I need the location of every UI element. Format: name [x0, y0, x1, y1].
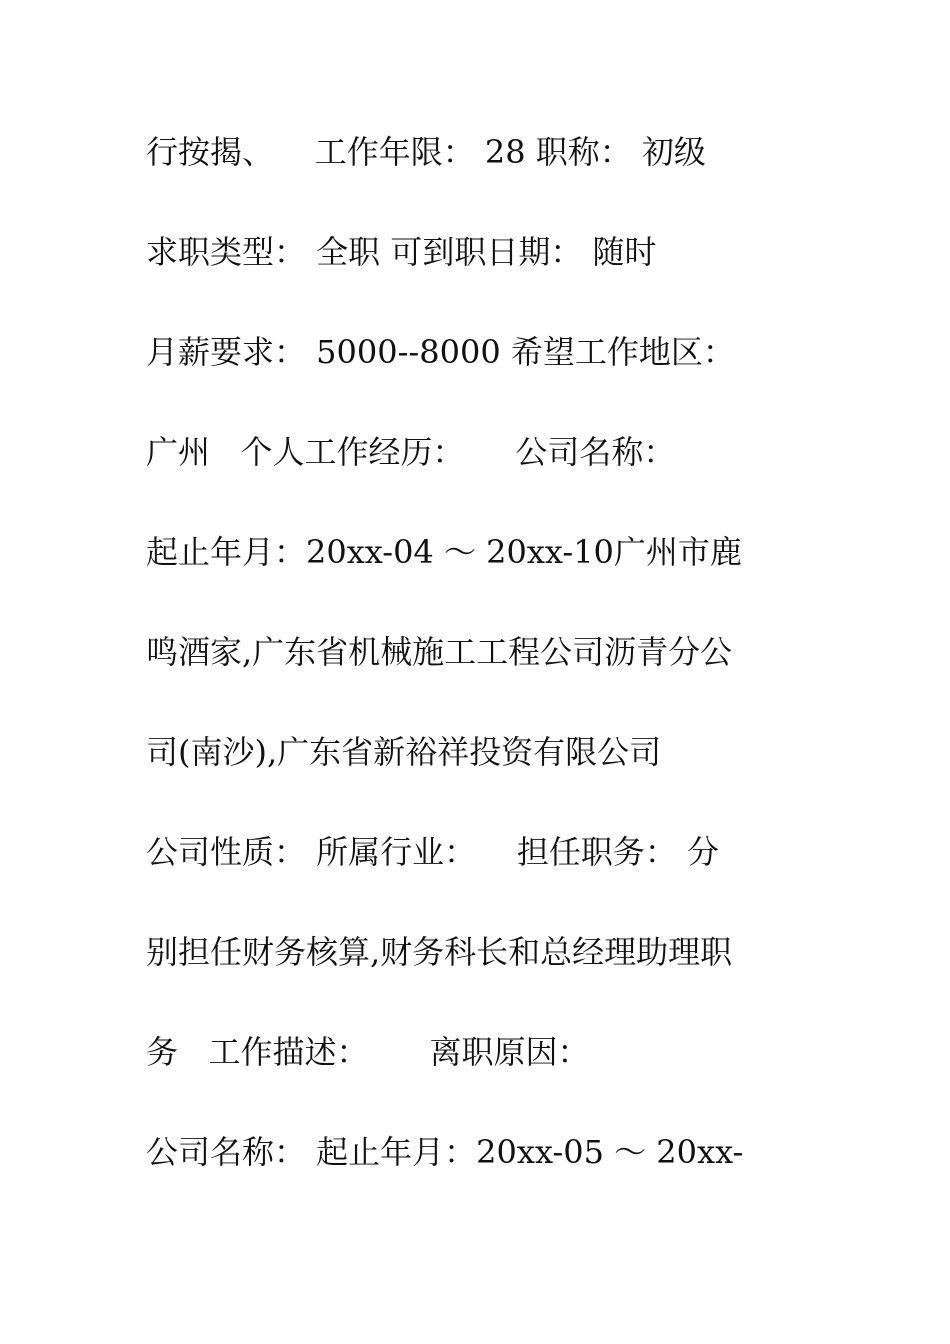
text-line-4: 广州 个人工作经历： 公司名称： — [146, 433, 676, 471]
text-line-1: 行按揭、 工作年限： 28 职称： 初级 — [146, 133, 706, 171]
text-line-7: 司(南沙),广东省新裕祥投资有限公司 — [146, 733, 662, 771]
resume-text — [146, 127, 806, 1227]
text-line-8: 公司性质： 所属行业： 担任职务： 分 — [146, 833, 720, 871]
text-line-11: 公司名称： 起止年月：20xx-05 ～ 20xx- — [146, 1133, 744, 1171]
text-line-6: 鸣酒家,广东省机械施工工程公司沥青分公 — [146, 633, 733, 671]
text-line-10: 务 工作描述： 离职原因： — [146, 1033, 590, 1071]
text-line-2: 求职类型： 全职 可到职日期： 随时 — [146, 233, 657, 271]
text-line-3: 月薪要求： 5000--8000 希望工作地区： — [146, 333, 735, 371]
text-line-9: 别担任财务核算,财务科长和总经理助理职 — [146, 933, 733, 971]
text-line-5: 起止年月：20xx-04 ～ 20xx-10广州市鹿 — [146, 533, 742, 571]
